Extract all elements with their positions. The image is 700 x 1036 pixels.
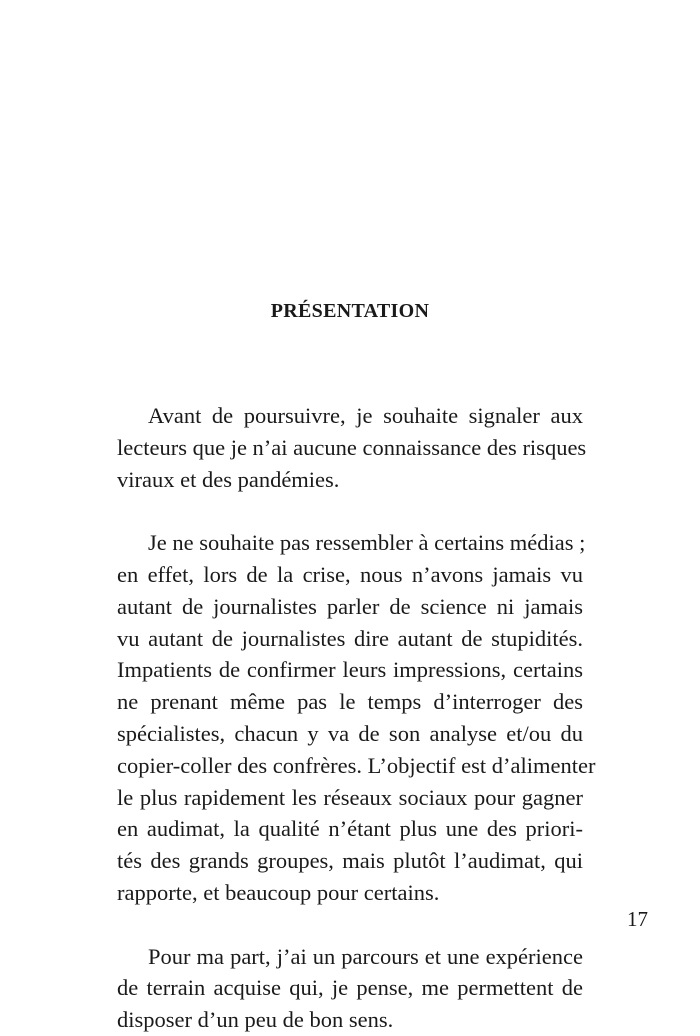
paragraph-line: le plus rapidement les réseaux sociaux pour gagner [117,784,583,810]
paragraph-line: copier-coller des confrères. L’objectif est d’alimenter [117,752,596,778]
paragraph-line: disposer d’un peu de bon sens. [117,1007,394,1033]
paragraph-3 [117,941,583,1036]
page-number: 17 [627,907,648,931]
paragraph-line: en effet, lors de la crise, nous n’avons jamais vu [117,561,583,587]
paragraph-line: lecteurs que je n’ai aucune connaissance des risques [117,434,587,460]
paragraph-2 [117,527,596,909]
paragraph-gap [117,909,583,941]
paragraph-line: Impatients de confirmer leurs impressions, certains [117,657,583,683]
paragraph-line: Pour ma part, j’ai un parcours et une expérience [148,943,583,969]
paragraph-line: viraux et des pandémies. [117,466,340,492]
paragraph-line: ne prenant même pas le temps d’interroger des [117,689,583,715]
paragraph-line: Avant de poursuivre, je souhaite signaler aux [148,403,583,428]
paragraph-line: Je ne souhaite pas ressembler à certains médias ; [148,530,586,556]
paragraph-gap [117,495,583,527]
paragraph-line: spécialistes, chacun y va de son analyse et/ou du [117,720,583,746]
paragraph-line: autant de journalistes parler de science ni jamais [117,593,583,619]
paragraph-line: vu autant de journalistes dire autant de stupidités. [117,625,583,651]
paragraph-line: de terrain acquise qui, je pense, me permettent de [117,975,583,1001]
paragraph-line: en audimat, la qualité n’étant plus une des priori- [117,816,583,842]
paragraph-line: rapporte, et beaucoup pour certains. [117,879,440,905]
paragraph-1 [117,400,587,495]
page-title: PRÉSENTATION [270,300,430,322]
paragraph-line: tés des grands groupes, mais plutôt l’audimat, qui [117,848,583,874]
body-text [117,400,596,1036]
